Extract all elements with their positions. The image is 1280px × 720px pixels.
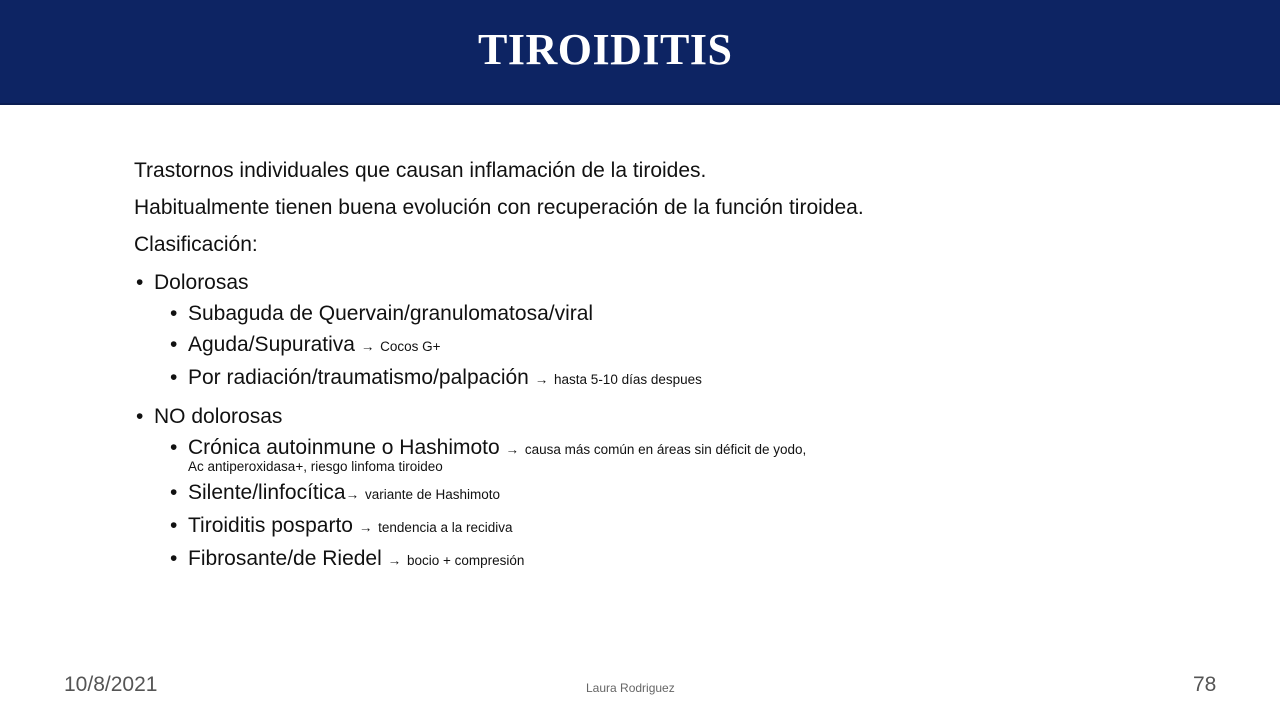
item-main: Tiroiditis posparto bbox=[188, 514, 353, 537]
intro-line-3: Clasificación: bbox=[134, 233, 258, 256]
slide-title: TIROIDITIS bbox=[478, 25, 733, 74]
intro-line-2: Habitualmente tienen buena evolución con recuperación de la función tiroidea. bbox=[134, 196, 864, 219]
intro-line-1: Trastornos individuales que causan inflamación de la tiroides. bbox=[134, 159, 707, 182]
arrow-icon: → bbox=[360, 339, 375, 354]
title-bar bbox=[0, 0, 1280, 105]
classification-list bbox=[134, 267, 1234, 576]
page-number: 78 bbox=[1193, 673, 1217, 696]
group-label: NO dolorosas bbox=[154, 405, 283, 428]
group-dolorosas bbox=[134, 267, 1234, 298]
item-main: Silente/linfocítica bbox=[188, 481, 346, 504]
arrow-icon: → bbox=[387, 553, 402, 568]
item-note: bocio + compresión bbox=[406, 553, 525, 568]
arrow-icon: → bbox=[534, 372, 549, 387]
list-item-silente bbox=[168, 477, 1234, 510]
item-main: Por radiación/traumatismo/palpación bbox=[188, 366, 529, 389]
item-note: tendencia a la recidiva bbox=[378, 520, 513, 535]
item-note: variante de Hashimoto bbox=[364, 487, 501, 502]
item-main: Fibrosante/de Riedel bbox=[188, 547, 382, 570]
arrow-icon: → bbox=[358, 520, 373, 535]
item-main: Crónica autoinmune o Hashimoto bbox=[188, 436, 500, 459]
item-note: causa más común en áreas sin déficit de yodo, bbox=[524, 442, 807, 457]
slide-content bbox=[134, 152, 1234, 576]
group-no-dolorosas bbox=[134, 401, 1234, 432]
group-label: Dolorosas bbox=[154, 271, 249, 294]
item-main: Subaguda de Quervain/granulomatosa/viral bbox=[188, 302, 594, 325]
list-item-aguda bbox=[168, 329, 1234, 362]
arrow-icon: → bbox=[345, 487, 360, 502]
item-note-line-2: Ac antiperoxidasa+, riesgo linfoma tiroideo bbox=[188, 459, 443, 474]
footer-date: 10/8/2021 bbox=[64, 673, 158, 696]
list-item-riedel bbox=[168, 543, 1234, 576]
list-item-subaguda bbox=[168, 298, 1234, 329]
arrow-icon: → bbox=[505, 442, 520, 457]
item-note: Cocos G+ bbox=[380, 339, 441, 354]
item-main: Aguda/Supurativa bbox=[188, 333, 355, 356]
footer-author: Laura Rodriguez bbox=[586, 681, 675, 695]
list-item-hashimoto bbox=[168, 432, 1234, 475]
list-item-posparto bbox=[168, 510, 1234, 543]
list-item-radiacion bbox=[168, 362, 1234, 395]
item-note: hasta 5-10 días despues bbox=[554, 372, 702, 387]
